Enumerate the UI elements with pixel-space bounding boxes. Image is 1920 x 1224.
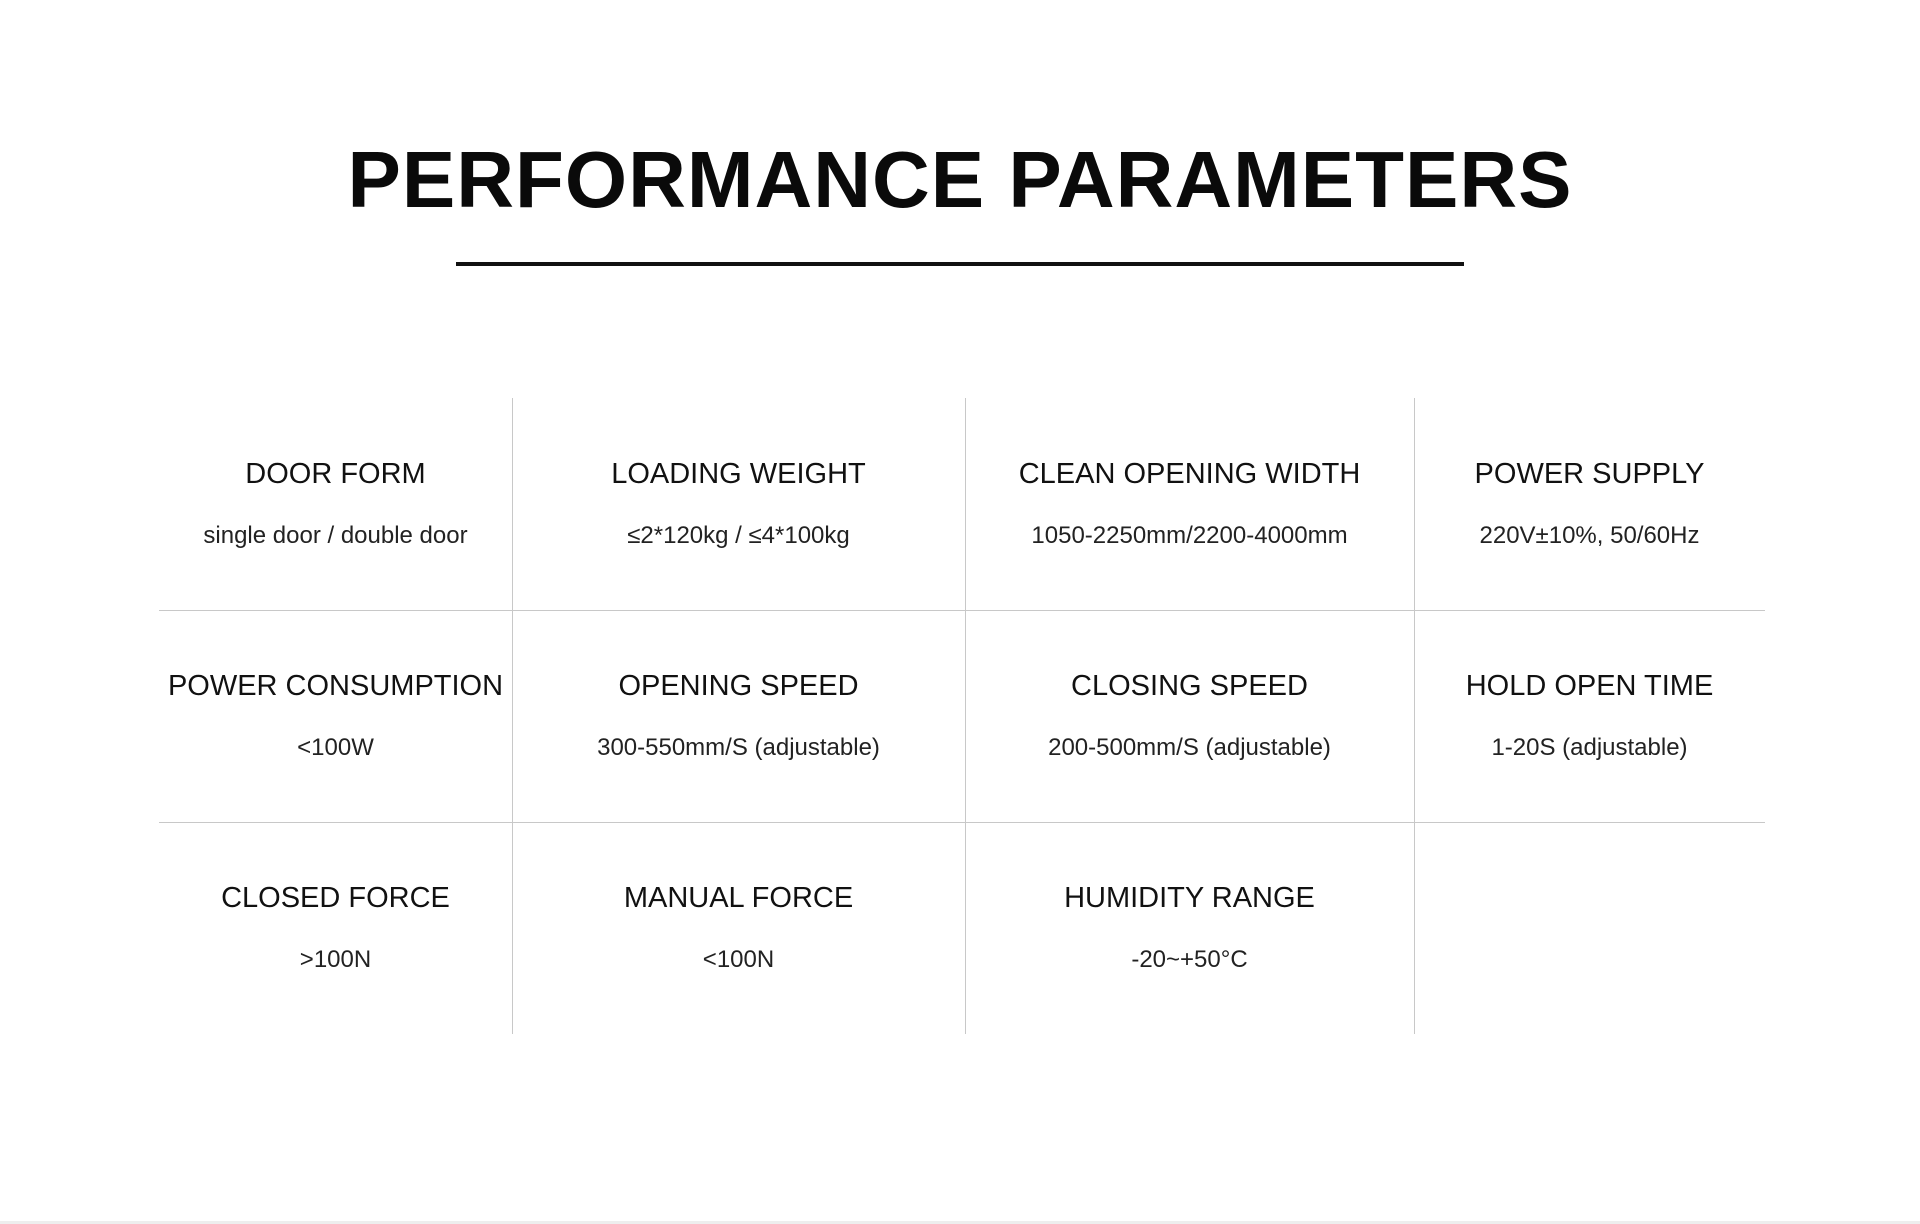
param-label: MANUAL FORCE	[623, 882, 854, 915]
param-cell-empty	[1414, 822, 1765, 1034]
param-cell-power-consumption	[159, 610, 512, 822]
param-label: HOLD OPEN TIME	[1465, 670, 1714, 703]
param-cell-closing-speed	[965, 610, 1414, 822]
param-label: CLEAN OPENING WIDTH	[1018, 458, 1361, 491]
param-label: CLOSING SPEED	[1071, 670, 1308, 703]
param-value: >100N	[299, 946, 372, 973]
param-value: 1-20S (adjustable)	[1491, 734, 1688, 761]
param-value: 300-550mm/S (adjustable)	[597, 734, 880, 761]
param-value: 1050-2250mm/2200-4000mm	[1031, 522, 1348, 549]
param-value: <100N	[702, 946, 775, 973]
param-label: POWER CONSUMPTION	[167, 670, 504, 703]
param-cell-opening-speed	[512, 610, 965, 822]
param-label: LOADING WEIGHT	[611, 458, 866, 491]
param-cell-humidity-range	[965, 822, 1414, 1034]
param-value: -20~+50°C	[1131, 946, 1248, 973]
title-underline	[456, 262, 1464, 266]
param-value: 200-500mm/S (adjustable)	[1048, 734, 1331, 761]
param-cell-power-supply	[1414, 398, 1765, 610]
param-value: single door / double door	[203, 522, 468, 549]
page-title: PERFORMANCE PARAMETERS	[347, 135, 1573, 224]
param-cell-hold-open-time	[1414, 610, 1765, 822]
param-cell-manual-force	[512, 822, 965, 1034]
param-label: POWER SUPPLY	[1474, 458, 1705, 491]
param-cell-loading-weight	[512, 398, 965, 610]
param-cell-clean-opening-width	[965, 398, 1414, 610]
param-value: ≤2*120kg / ≤4*100kg	[627, 522, 850, 549]
parameters-table	[159, 398, 1765, 1034]
param-cell-closed-force	[159, 822, 512, 1034]
param-label: HUMIDITY RANGE	[1064, 882, 1315, 915]
param-value: 220V±10%, 50/60Hz	[1479, 522, 1700, 549]
title-section	[0, 135, 1920, 266]
param-label: OPENING SPEED	[618, 670, 859, 703]
param-label: CLOSED FORCE	[221, 882, 450, 915]
param-label: DOOR FORM	[245, 458, 426, 491]
param-cell-door-form	[159, 398, 512, 610]
param-value: <100W	[297, 734, 374, 761]
